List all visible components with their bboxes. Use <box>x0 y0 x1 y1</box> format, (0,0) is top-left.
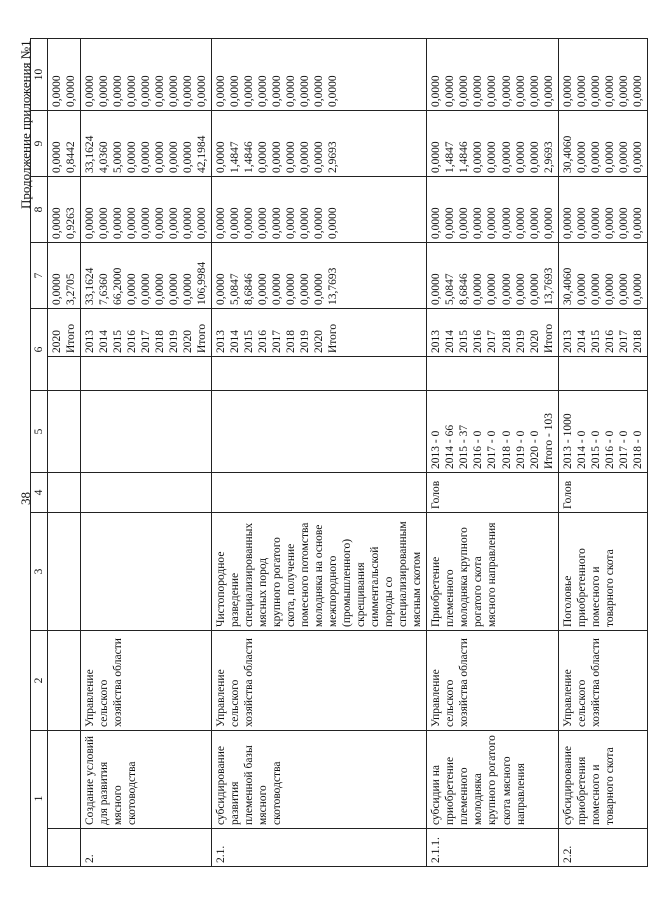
col-header-3: 3 <box>31 513 48 631</box>
row-years-value: 2014 <box>229 330 242 353</box>
row-target-values-value: 2018 - 0 <box>631 430 644 469</box>
row-years <box>48 309 81 357</box>
row-target-values-value: 2015 - 0 <box>589 430 602 469</box>
row-federal-value: 0,0000 <box>631 207 644 239</box>
row-total <box>558 243 647 309</box>
row-total-value: 7,6360 <box>98 273 111 305</box>
row-regional-value: 33,1624 <box>84 135 97 173</box>
row-federal-value: 0,0000 <box>229 207 242 239</box>
column-number-row <box>31 39 48 867</box>
col-header-6: 6 <box>31 309 48 391</box>
row-regional-value: 0,0000 <box>575 141 588 173</box>
row-target-values-value: 2017 - 0 <box>486 430 499 469</box>
row-target-values-value: 2013 - 1000 <box>561 413 574 469</box>
row-local-value: 0,0000 <box>271 75 284 107</box>
row-regional-value: 0,0000 <box>486 141 499 173</box>
row-federal <box>558 177 647 243</box>
row-federal-value: 0,0000 <box>285 207 298 239</box>
row-regional <box>558 111 647 177</box>
row-total-value: 13,7693 <box>542 267 555 305</box>
row-regional-value: 0,0000 <box>182 141 195 173</box>
row-target-values-value: 2014 - 66 <box>444 424 457 469</box>
row-federal-value: 0,0000 <box>542 207 555 239</box>
row-federal <box>212 177 427 243</box>
row-number <box>48 829 81 867</box>
row-spacer <box>558 357 647 391</box>
row-total-value: 0,0000 <box>168 273 181 305</box>
row-federal-value: 0,0000 <box>589 207 602 239</box>
table-row <box>558 39 647 867</box>
row-federal-value: 0,0000 <box>472 207 485 239</box>
row-local <box>212 39 427 111</box>
row-federal-value: 0,0000 <box>182 207 195 239</box>
program-table <box>30 38 648 867</box>
row-target-values-value: 2020 - 0 <box>528 430 541 469</box>
row-federal-value: 0,0000 <box>243 207 256 239</box>
row-years-value: Итого <box>327 323 340 353</box>
row-years-value: 2018 <box>500 330 513 353</box>
row-regional-value: 0,0000 <box>313 141 326 173</box>
row-regional <box>427 111 558 177</box>
row-years <box>81 309 212 357</box>
row-local-value: 0,0000 <box>51 75 64 107</box>
row-local-value: 0,0000 <box>196 75 209 107</box>
row-total-value: 0,0000 <box>215 273 228 305</box>
row-federal-value: 0,0000 <box>603 207 616 239</box>
row-regional-value: 0,0000 <box>603 141 616 173</box>
row-federal-value: 0,0000 <box>299 207 312 239</box>
col-header-2: 2 <box>31 631 48 731</box>
row-regional-value: 0,0000 <box>528 141 541 173</box>
row-regional-value: 30,4060 <box>561 135 574 173</box>
row-total-value: 0,0000 <box>285 273 298 305</box>
row-local-value: 0,0000 <box>112 75 125 107</box>
row-target-values-value: 2015 - 37 <box>458 424 471 469</box>
row-federal-value: 0,0000 <box>98 207 111 239</box>
row-years-value: 2016 <box>126 330 139 353</box>
row-local-value: 0,0000 <box>140 75 153 107</box>
row-regional-value: 5,0000 <box>112 141 125 173</box>
row-years-value: 2020 <box>182 330 195 353</box>
row-federal-value: 0,0000 <box>154 207 167 239</box>
row-regional-value: 42,1984 <box>196 135 209 173</box>
row-local-value: 0,0000 <box>299 75 312 107</box>
row-federal-value: 0,0000 <box>215 207 228 239</box>
row-total-value: 0,0000 <box>126 273 139 305</box>
row-unit <box>81 473 212 513</box>
row-regional-value: 0,0000 <box>514 141 527 173</box>
table-row <box>48 39 81 867</box>
row-local-value: 0,0000 <box>430 75 443 107</box>
row-years-value: 2017 <box>617 330 630 353</box>
row-local-value: 0,0000 <box>327 75 340 107</box>
row-regional-value: 0,0000 <box>257 141 270 173</box>
row-local-value: 0,0000 <box>514 75 527 107</box>
row-indicator <box>48 513 81 631</box>
row-federal-value: 0,0000 <box>257 207 270 239</box>
row-regional-value: 0,0000 <box>299 141 312 173</box>
row-years-value: 2019 <box>514 330 527 353</box>
row-federal-value: 0,0000 <box>126 207 139 239</box>
row-target-values <box>427 391 558 473</box>
row-total-value: 0,0000 <box>430 273 443 305</box>
row-spacer <box>212 357 427 391</box>
col-header-5: 5 <box>31 391 48 473</box>
row-years-value: 2017 <box>140 330 153 353</box>
row-total-value: 0,0000 <box>631 273 644 305</box>
row-target-values-value: 2014 - 0 <box>575 430 588 469</box>
row-years-value: 2013 <box>84 330 97 353</box>
row-federal-value: 0,0000 <box>327 207 340 239</box>
row-indicator: Поголовье приобретенного помесного и товарного скота <box>558 513 647 631</box>
row-total <box>81 243 212 309</box>
row-total-value: 0,0000 <box>51 273 64 305</box>
row-total-value: 8,6846 <box>458 273 471 305</box>
row-years-value: 2019 <box>168 330 181 353</box>
row-regional-value: 1,4846 <box>243 141 256 173</box>
row-federal <box>81 177 212 243</box>
row-local-value: 0,0000 <box>98 75 111 107</box>
row-regional-value: 0,0000 <box>285 141 298 173</box>
row-indicator <box>81 513 212 631</box>
row-local-value: 0,0000 <box>285 75 298 107</box>
row-local-value: 0,0000 <box>561 75 574 107</box>
row-target-values <box>81 391 212 473</box>
row-number: 2.1. <box>212 829 427 867</box>
row-target-values <box>212 391 427 473</box>
row-target-values-value: 2018 - 0 <box>500 430 513 469</box>
col-header-10: 10 <box>31 39 48 111</box>
row-regional-value: 0,0000 <box>215 141 228 173</box>
row-years-value: 2013 <box>561 330 574 353</box>
row-local <box>558 39 647 111</box>
row-total-value: 0,0000 <box>575 273 588 305</box>
row-federal-value: 0,0000 <box>561 207 574 239</box>
row-years-value: 2014 <box>575 330 588 353</box>
row-years-value: 2019 <box>299 330 312 353</box>
row-years <box>427 309 558 357</box>
row-years-value: 2020 <box>528 330 541 353</box>
row-local-value: 0,0000 <box>486 75 499 107</box>
row-federal-value: 0,9263 <box>65 207 78 239</box>
row-regional-value: 0,0000 <box>126 141 139 173</box>
row-years-value: Итого <box>65 323 78 353</box>
row-name: субсидирование развития племенной базы мясного скотоводства <box>212 731 427 829</box>
row-federal-value: 0,0000 <box>168 207 181 239</box>
row-regional-value: 0,0000 <box>430 141 443 173</box>
row-local-value: 0,0000 <box>243 75 256 107</box>
table-row <box>81 39 212 867</box>
row-years-value: 2014 <box>98 330 111 353</box>
col-header-8: 8 <box>31 177 48 243</box>
row-regional-value: 0,0000 <box>500 141 513 173</box>
row-executor: Управление сельского хозяйства области <box>427 631 558 731</box>
table-row <box>212 39 427 867</box>
row-regional-value: 1,4847 <box>444 141 457 173</box>
row-unit: Голов <box>427 473 558 513</box>
row-years <box>558 309 647 357</box>
row-years-value: 2018 <box>631 330 644 353</box>
row-years-value: 2017 <box>486 330 499 353</box>
row-name <box>48 731 81 829</box>
row-total-value: 8,6846 <box>243 273 256 305</box>
row-local-value: 0,0000 <box>528 75 541 107</box>
row-federal <box>48 177 81 243</box>
row-local-value: 0,0000 <box>182 75 195 107</box>
row-total-value: 30,4060 <box>561 267 574 305</box>
row-total-value: 0,0000 <box>313 273 326 305</box>
col-header-9: 9 <box>31 111 48 177</box>
row-number: 2. <box>81 829 212 867</box>
row-total <box>212 243 427 309</box>
row-local-value: 0,0000 <box>168 75 181 107</box>
row-years-value: 2013 <box>215 330 228 353</box>
row-federal-value: 0,0000 <box>84 207 97 239</box>
row-local-value: 0,0000 <box>257 75 270 107</box>
row-total-value: 5,0847 <box>229 273 242 305</box>
row-unit: Голов <box>558 473 647 513</box>
row-years-value: 2016 <box>257 330 270 353</box>
row-spacer <box>427 357 558 391</box>
row-regional <box>48 111 81 177</box>
row-indicator: Чистопородное разведение специализированных мясных пород крупного рогатого скота, получение помесного потомства молодняка на основе межпородного (промышленного) скрещивания симментальской породы со специализированным мясным скотом <box>212 513 427 631</box>
row-federal-value: 0,0000 <box>500 207 513 239</box>
row-total-value: 0,0000 <box>140 273 153 305</box>
row-local-value: 0,0000 <box>589 75 602 107</box>
row-local-value: 0,0000 <box>458 75 471 107</box>
row-name: субсидирование приобретения помесного и товарного скота <box>558 731 647 829</box>
row-years-value: 2016 <box>603 330 616 353</box>
row-name: Создание условий для развития мясного скотоводства <box>81 731 212 829</box>
row-local-value: 0,0000 <box>603 75 616 107</box>
row-total-value: 0,0000 <box>299 273 312 305</box>
row-local-value: 0,0000 <box>84 75 97 107</box>
row-number: 2.1.1. <box>427 829 558 867</box>
row-local-value: 0,0000 <box>215 75 228 107</box>
row-federal-value: 0,0000 <box>514 207 527 239</box>
row-target-values-value: 2016 - 0 <box>603 430 616 469</box>
row-executor <box>48 631 81 731</box>
row-federal-value: 0,0000 <box>430 207 443 239</box>
row-years-value: Итого <box>542 323 555 353</box>
row-target-values-value: 2016 - 0 <box>472 430 485 469</box>
col-header-7: 7 <box>31 243 48 309</box>
row-years-value: 2015 <box>243 330 256 353</box>
row-local-value: 0,0000 <box>617 75 630 107</box>
row-regional-value: 0,0000 <box>140 141 153 173</box>
row-total-value: 0,0000 <box>528 273 541 305</box>
row-regional-value: 0,8442 <box>65 141 78 173</box>
row-regional-value: 0,0000 <box>271 141 284 173</box>
row-total-value: 0,0000 <box>617 273 630 305</box>
continuation-heading: Продолжение приложения №1 <box>18 40 33 209</box>
row-spacer <box>81 357 212 391</box>
page-number: 38 <box>18 492 33 505</box>
row-local-value: 0,0000 <box>575 75 588 107</box>
row-total-value: 0,0000 <box>271 273 284 305</box>
row-regional-value: 0,0000 <box>154 141 167 173</box>
row-number: 2.2. <box>558 829 647 867</box>
row-unit <box>212 473 427 513</box>
row-total-value: 13,7693 <box>327 267 340 305</box>
row-total <box>48 243 81 309</box>
row-local <box>427 39 558 111</box>
row-indicator: Приобретение племенного молодняка крупного рогатого скота мясного направления <box>427 513 558 631</box>
row-local-value: 0,0000 <box>229 75 242 107</box>
row-local-value: 0,0000 <box>500 75 513 107</box>
row-federal-value: 0,0000 <box>271 207 284 239</box>
row-federal <box>427 177 558 243</box>
row-regional-value: 2,9693 <box>327 141 340 173</box>
row-years-value: 2015 <box>589 330 602 353</box>
row-local-value: 0,0000 <box>444 75 457 107</box>
row-spacer <box>48 357 81 391</box>
row-federal-value: 0,0000 <box>575 207 588 239</box>
row-executor: Управление сельского хозяйства области <box>212 631 427 731</box>
row-total <box>427 243 558 309</box>
row-regional-value: 1,4847 <box>229 141 242 173</box>
row-total-value: 0,0000 <box>500 273 513 305</box>
row-years-value: Итого <box>196 323 209 353</box>
row-target-values <box>558 391 647 473</box>
row-federal-value: 0,0000 <box>51 207 64 239</box>
row-years-value: 2020 <box>51 330 64 353</box>
row-executor: Управление сельского хозяйства области <box>558 631 647 731</box>
col-header-1: 1 <box>31 731 48 867</box>
row-federal-value: 0,0000 <box>486 207 499 239</box>
row-target-values-value: 2017 - 0 <box>617 430 630 469</box>
row-years-value: 2020 <box>313 330 326 353</box>
row-federal-value: 0,0000 <box>528 207 541 239</box>
row-regional-value: 0,0000 <box>631 141 644 173</box>
row-total-value: 33,1624 <box>84 267 97 305</box>
row-regional-value: 0,0000 <box>589 141 602 173</box>
row-total-value: 5,0847 <box>444 273 457 305</box>
row-total-value: 0,0000 <box>182 273 195 305</box>
table-row <box>427 39 558 867</box>
row-local-value: 0,0000 <box>542 75 555 107</box>
row-total-value: 0,0000 <box>603 273 616 305</box>
row-unit <box>48 473 81 513</box>
row-total-value: 0,0000 <box>472 273 485 305</box>
row-executor: Управление сельского хозяйства области <box>81 631 212 731</box>
row-regional-value: 0,0000 <box>472 141 485 173</box>
row-regional-value: 0,0000 <box>617 141 630 173</box>
row-total-value: 0,0000 <box>154 273 167 305</box>
row-years-value: 2015 <box>112 330 125 353</box>
row-federal-value: 0,0000 <box>196 207 209 239</box>
row-total-value: 0,0000 <box>589 273 602 305</box>
row-regional <box>212 111 427 177</box>
row-federal-value: 0,0000 <box>112 207 125 239</box>
row-total-value: 0,0000 <box>257 273 270 305</box>
row-federal-value: 0,0000 <box>458 207 471 239</box>
row-target-values-value: 2013 - 0 <box>430 430 443 469</box>
row-years-value: 2017 <box>271 330 284 353</box>
row-years-value: 2015 <box>458 330 471 353</box>
row-local-value: 0,0000 <box>313 75 326 107</box>
row-federal-value: 0,0000 <box>444 207 457 239</box>
row-local <box>48 39 81 111</box>
row-regional-value: 0,0000 <box>168 141 181 173</box>
row-total-value: 106,9984 <box>196 261 209 305</box>
row-target-values-value: 2019 - 0 <box>514 430 527 469</box>
row-local-value: 0,0000 <box>126 75 139 107</box>
row-federal-value: 0,0000 <box>313 207 326 239</box>
row-local <box>81 39 212 111</box>
row-total-value: 66,2000 <box>112 267 125 305</box>
row-federal-value: 0,0000 <box>617 207 630 239</box>
row-regional <box>81 111 212 177</box>
row-regional-value: 2,9693 <box>542 141 555 173</box>
row-local-value: 0,0000 <box>154 75 167 107</box>
row-years-value: 2018 <box>154 330 167 353</box>
row-name: субсидии на приобретение племенного молодняка крупного рогатого скота мясного направления <box>427 731 558 829</box>
row-target-values <box>48 391 81 473</box>
row-years-value: 2018 <box>285 330 298 353</box>
row-local-value: 0,0000 <box>631 75 644 107</box>
row-years-value: 2014 <box>444 330 457 353</box>
row-local-value: 0,0000 <box>472 75 485 107</box>
row-regional-value: 1,4846 <box>458 141 471 173</box>
row-total-value: 0,0000 <box>514 273 527 305</box>
row-years-value: 2013 <box>430 330 443 353</box>
row-target-values-value: Итого - 103 <box>542 413 555 469</box>
row-years-value: 2016 <box>472 330 485 353</box>
row-total-value: 0,0000 <box>486 273 499 305</box>
row-regional-value: 4,0360 <box>98 141 111 173</box>
row-federal-value: 0,0000 <box>140 207 153 239</box>
row-years <box>212 309 427 357</box>
row-total-value: 3,2705 <box>65 273 78 305</box>
row-regional-value: 0,0000 <box>51 141 64 173</box>
row-local-value: 0,0000 <box>65 75 78 107</box>
col-header-4: 4 <box>31 473 48 513</box>
